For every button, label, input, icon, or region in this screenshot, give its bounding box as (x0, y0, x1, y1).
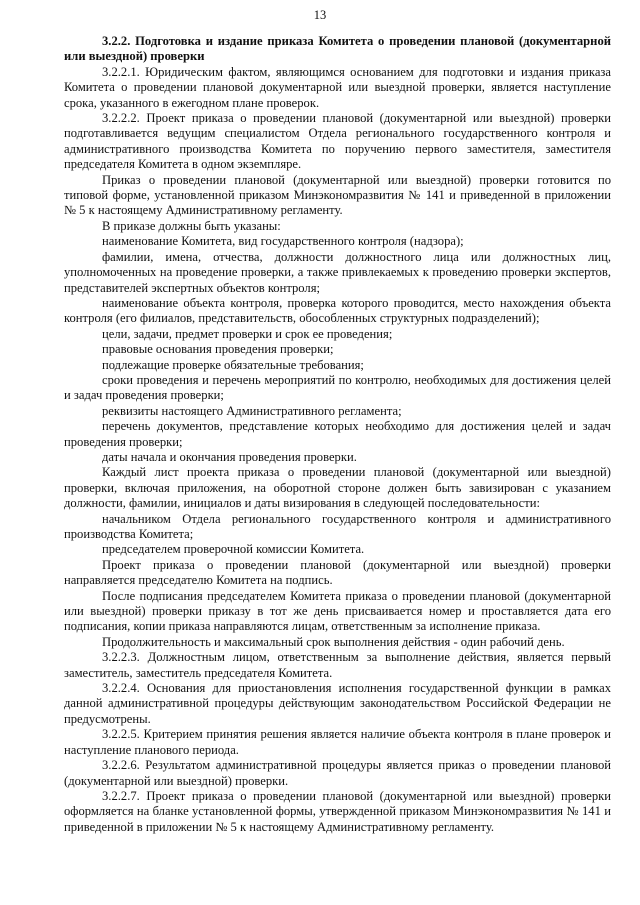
paragraph-after-signing: После подписания председателем Комитета приказа о проведении плановой (документарной или выездной) проверки приказу в тот же день присваивается номер и проставляется дата его подписания, копии приказа направляются лицам, ответственным за исполнение приказа. (64, 588, 611, 634)
list-item-commission-chair: председателем проверочной комиссии Комитета. (102, 542, 365, 557)
paragraph-approval-sheets: Каждый лист проекта приказа о проведении плановой (документарной или выездной) проверки, включая приложения, на оборотной стороне должен быть завизирован с указанием должности, фамилии, инициалов и даты визирования в следующей последовательности: (64, 465, 611, 511)
page-number: 13 (313, 8, 327, 22)
list-item-deadlines: сроки проведения и перечень мероприятий по контролю, необходимых для достижения целей и задач проведения проверки; (64, 372, 611, 403)
paragraph-3-2-2-5: 3.2.2.5. Критерием принятия решения является наличие объекта контроля в плане проверок и наступление планового периода. (64, 727, 611, 757)
list-item-control-object: наименование объекта контроля, проверка которого проводится, место нахождения объекта контроля (его филиалов, представительств, обособленных структурных подразделений); (64, 295, 611, 326)
list-item-goals: цели, задачи, предмет проверки и срок ее проведения; (102, 326, 393, 341)
paragraph-duration: Продолжительность и максимальный срок выполнения действия - один рабочий день. (102, 634, 565, 649)
paragraph-3-2-2-3: 3.2.2.3. Должностным лицом, ответственным за выполнение действия, является первый заместитель, заместитель председателя Комитета. (64, 650, 611, 680)
list-item-requirements: подлежащие проверке обязательные требования; (102, 357, 364, 372)
paragraph-sent-for-signature: Проект приказа о проведении плановой (документарной или выездной) проверки направляется председателю Комитета на подпись. (64, 557, 611, 588)
paragraph-3-2-2-2: 3.2.2.2. Проект приказа о проведении плановой (документарной или выездной) проверки подготавливается ведущим специалистом Отдела регионального государственного контроля и административного производства Комитета по поручению первого заместителя, заместителя председателя Комитета в одном экземпляре. (64, 111, 611, 172)
paragraph-3-2-2-1: 3.2.2.1. Юридическим фактом, являющимся основанием для подготовки и издания приказа Комитета о проведении плановой документарной или выездной проверки, является наступление срока, указанного в ежегодном плане проверок. (64, 64, 611, 110)
section-heading: 3.2.2. Подготовка и издание приказа Комитета о проведении плановой (документарной или выездной) проверки (64, 34, 611, 64)
paragraph-3-2-2-6: 3.2.2.6. Результатом административной процедуры является приказ о проведении плановой (документарной или выездной) проверки. (64, 758, 611, 788)
list-item-department-head: начальником Отдела регионального государственного контроля и административного производства Комитета; (64, 511, 611, 541)
list-item-dates: даты начала и окончания проведения проверки. (102, 449, 357, 464)
list-item-legal-grounds: правовые основания проведения проверки; (102, 342, 334, 357)
list-item-officials: фамилии, имена, отчества, должности должностного лица или должностных лиц, уполномоченных на проведение проверки, а также привлекаемых к проведению проверки экспертов, представителей экспертных объектов контроля; (64, 249, 611, 295)
document-body (64, 34, 611, 835)
paragraph-3-2-2-7: 3.2.2.7. Проект приказа о проведении плановой (документарной или выездной) проверки оформляется на бланке установленной формы, утвержденной приказом Минэкономразвития № 141 и приведенной в приложении № 5 к настоящему Административному регламенту. (64, 788, 611, 834)
list-item-committee-name: наименование Комитета, вид государственного контроля (надзора); (102, 234, 464, 249)
paragraph-order-form: Приказ о проведении плановой (документарной или выездной) проверки готовится по типовой форме, установленной приказом Минэкономразвития № 141 и приведенной в приложении № 5 к настоящему Административному регламенту. (64, 172, 611, 218)
paragraph-3-2-2-4: 3.2.2.4. Основания для приостановления исполнения государственной функции в рамках данной административной процедуры действующим законодательством Российской Федерации не предусмотрены. (64, 681, 611, 726)
list-item-regulation-details: реквизиты настоящего Административного регламента; (102, 403, 402, 418)
list-item-documents: перечень документов, представление которых необходимо для достижения целей и задач проведения проверки; (64, 419, 611, 449)
paragraph-order-contents-intro: В приказе должны быть указаны: (102, 218, 281, 233)
